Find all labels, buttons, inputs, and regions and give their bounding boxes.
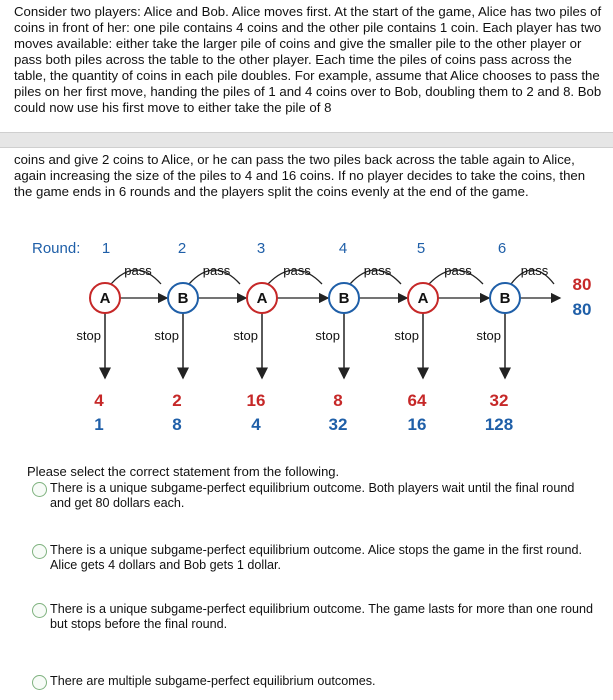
- node-label: A: [256, 290, 268, 307]
- bob-payoff: 16: [407, 415, 427, 434]
- answer-option-4[interactable]: [32, 674, 597, 690]
- final-bob-payoff: 80: [572, 300, 592, 319]
- stop-label: stop: [76, 328, 101, 343]
- answer-option-1[interactable]: [32, 481, 597, 510]
- round-number-1: 1: [101, 240, 111, 257]
- alice-payoff: 8: [333, 391, 343, 410]
- alice-payoff: 16: [246, 391, 266, 410]
- alice-payoff: 64: [407, 391, 427, 410]
- stop-label: stop: [233, 328, 258, 343]
- bob-payoff: 1: [94, 415, 104, 434]
- round-label: Round:: [32, 240, 81, 257]
- node-label: B: [177, 290, 189, 307]
- round-number-2: 2: [177, 240, 187, 257]
- alice-payoff: 32: [489, 391, 509, 410]
- bob-payoff: 32: [328, 415, 348, 434]
- pass-label: pass: [444, 263, 472, 278]
- final-alice-payoff: 80: [572, 275, 592, 294]
- radio-button[interactable]: [32, 675, 47, 690]
- radio-button[interactable]: [32, 603, 47, 618]
- stop-label: stop: [476, 328, 501, 343]
- round-number-4: 4: [338, 240, 348, 257]
- node-label: A: [417, 290, 429, 307]
- pass-label: pass: [283, 263, 311, 278]
- stop-label: stop: [154, 328, 179, 343]
- problem-paragraph-1: Consider two players: Alice and Bob. Alice moves first. At the start of the game, Alice has two piles of coins in front of her: one pile contains 4 coins and the other pile contains 1 coin. Each player has two moves available: either take the larger pile of coins and give the smaller pile to the other player or pass both piles across the table to the other player. Each time the piles of coins pass across the table, the quantity of coins in each pile doubles. For example, assume that Alice chooses to pass the piles on her first move, handing the piles of 1 and 4 coins over to Bob, doubling them to 2 and 8. Bob could now use his first move to either take the pile of 8: [14, 4, 602, 115]
- radio-button[interactable]: [32, 544, 47, 559]
- section-divider: [0, 132, 613, 148]
- question-prompt: Please select the correct statement from the following.: [27, 464, 340, 479]
- round-number-3: 3: [256, 240, 266, 257]
- option-text: There are multiple subgame-perfect equilibrium outcomes.: [50, 674, 376, 688]
- pass-label: pass: [124, 263, 152, 278]
- bob-payoff: 128: [484, 415, 514, 434]
- round-number-5: 5: [416, 240, 426, 257]
- pass-label: pass: [202, 263, 231, 278]
- stop-label: stop: [394, 328, 419, 343]
- node-label: B: [338, 290, 350, 307]
- pass-label: pass: [363, 263, 392, 278]
- option-text: There is a unique subgame-perfect equilibrium outcome. Both players wait until the final round and get 80 dollars each.: [50, 481, 575, 510]
- bob-payoff: 4: [251, 415, 261, 434]
- bob-payoff: 8: [172, 415, 182, 434]
- option-text: There is a unique subgame-perfect equilibrium outcome. Alice stops the game in the first round. Alice gets 4 dollars and Bob gets 1 dollar.: [50, 543, 583, 572]
- round-number-6: 6: [497, 240, 507, 257]
- alice-payoff: 2: [172, 391, 182, 410]
- centipede-game-tree: [0, 255, 613, 435]
- node-label: A: [99, 290, 111, 307]
- problem-paragraph-2: coins and give 2 coins to Alice, or he can pass the two piles back across the table again to Alice, again increasing the size of the piles to 4 and 16 coins. If no player decides to take the coins, then the game ends in 6 rounds and the players split the coins evenly at the end of the game.: [14, 152, 586, 199]
- node-label: B: [499, 290, 511, 307]
- answer-option-2[interactable]: [32, 543, 597, 572]
- pass-label: pass: [520, 263, 549, 278]
- stop-label: stop: [315, 328, 340, 343]
- radio-button[interactable]: [32, 482, 47, 497]
- option-text: There is a unique subgame-perfect equilibrium outcome. The game lasts for more than one round but stops before the final round.: [50, 602, 593, 631]
- alice-payoff: 4: [94, 391, 104, 410]
- answer-option-3[interactable]: [32, 602, 597, 631]
